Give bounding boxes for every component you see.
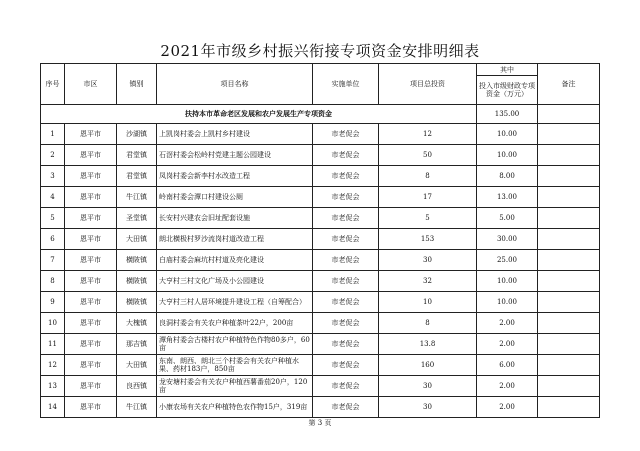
- cell-city: 恩平市: [65, 292, 117, 313]
- page-footer: 第 3 页: [308, 419, 332, 427]
- cell-fund: 10.00: [477, 145, 538, 166]
- cell-city: 恩平市: [65, 187, 117, 208]
- cell-seq: 3: [41, 166, 65, 187]
- section-amount: 135.00: [477, 105, 538, 124]
- header-unit: 实施单位: [313, 64, 379, 105]
- cell-note: [538, 334, 600, 355]
- cell-note: [538, 292, 600, 313]
- cell-note: [538, 187, 600, 208]
- cell-project: 朗北横极村罗沙流岗村道改造工程: [157, 229, 313, 250]
- cell-unit: 市老促会: [313, 376, 379, 397]
- cell-fund: 10.00: [477, 124, 538, 145]
- cell-city: 恩平市: [65, 145, 117, 166]
- header-fund: 投入市级财政专项资金（万元）: [477, 76, 538, 105]
- cell-total: 32: [379, 271, 477, 292]
- cell-fund: 30.00: [477, 229, 538, 250]
- cell-city: 恩平市: [65, 208, 117, 229]
- header-project: 项目名称: [157, 64, 313, 105]
- cell-city: 恩平市: [65, 376, 117, 397]
- cell-unit: 市老促会: [313, 250, 379, 271]
- cell-seq: 7: [41, 250, 65, 271]
- cell-fund: 5.00: [477, 208, 538, 229]
- header-city: 市区: [65, 64, 117, 105]
- cell-fund: 13.00: [477, 187, 538, 208]
- cell-fund: 10.00: [477, 271, 538, 292]
- table-row: [41, 292, 600, 313]
- cell-fund: 25.00: [477, 250, 538, 271]
- cell-fund: 2.00: [477, 313, 538, 334]
- cell-city: 恩平市: [65, 355, 117, 376]
- cell-project: 上凯岗村委会上凯村乡村建设: [157, 124, 313, 145]
- cell-unit: 市老促会: [313, 124, 379, 145]
- cell-seq: 9: [41, 292, 65, 313]
- cell-note: [538, 124, 600, 145]
- table-row: [41, 355, 600, 376]
- cell-total: 160: [379, 355, 477, 376]
- cell-unit: 市老促会: [313, 292, 379, 313]
- table-row: [41, 166, 600, 187]
- cell-unit: 市老促会: [313, 313, 379, 334]
- header-seq: 序号: [41, 64, 65, 105]
- cell-town: 君堂镇: [117, 166, 157, 187]
- cell-unit: 市老促会: [313, 355, 379, 376]
- section-label: 扶持本市革命老区发展和农户发展生产专项资金: [41, 105, 477, 124]
- document-title: 2021年市级乡村振兴衔接专项资金安排明细表: [160, 42, 480, 60]
- fund-table: [40, 63, 600, 418]
- cell-total: 10: [379, 292, 477, 313]
- cell-project: 潭角村委会古楼村农户种植特色作物80多户，60亩: [157, 334, 313, 355]
- cell-town: 沙湖镇: [117, 124, 157, 145]
- cell-note: [538, 250, 600, 271]
- table-row: [41, 376, 600, 397]
- cell-city: 恩平市: [65, 397, 117, 418]
- table-row: [41, 397, 600, 418]
- cell-seq: 11: [41, 334, 65, 355]
- cell-town: 横陂镇: [117, 250, 157, 271]
- cell-project: 大亨村三村人居环境提升建设工程（自筹配合）: [157, 292, 313, 313]
- cell-seq: 4: [41, 187, 65, 208]
- cell-project: 岭南村委会潭口村建设公厕: [157, 187, 313, 208]
- cell-city: 恩平市: [65, 250, 117, 271]
- cell-project: 良洞村委会有关农户种植茶叶22户，200亩: [157, 313, 313, 334]
- cell-note: [538, 271, 600, 292]
- table-row: [41, 187, 600, 208]
- cell-project: 大亨村三村文化广场及小公园建设: [157, 271, 313, 292]
- table-row: [41, 334, 600, 355]
- cell-note: [538, 229, 600, 250]
- cell-total: 17: [379, 187, 477, 208]
- cell-town: 那吉镇: [117, 334, 157, 355]
- table-row: [41, 208, 600, 229]
- cell-note: [538, 145, 600, 166]
- cell-total: 5: [379, 208, 477, 229]
- cell-total: 8: [379, 166, 477, 187]
- header-town: 镇别: [117, 64, 157, 105]
- cell-total: 30: [379, 376, 477, 397]
- cell-project: 东南、朗西、朗北三个村委会有关农户种植水果、药材183户，850亩: [157, 355, 313, 376]
- cell-total: 50: [379, 145, 477, 166]
- cell-fund: 10.00: [477, 292, 538, 313]
- table-row: [41, 229, 600, 250]
- cell-city: 恩平市: [65, 313, 117, 334]
- cell-total: 13.8: [379, 334, 477, 355]
- cell-unit: 市老促会: [313, 397, 379, 418]
- cell-town: 良西镇: [117, 376, 157, 397]
- cell-unit: 市老促会: [313, 166, 379, 187]
- cell-note: [538, 208, 600, 229]
- cell-fund: 2.00: [477, 334, 538, 355]
- cell-town: 大槐镇: [117, 313, 157, 334]
- cell-project: 小康农场有关农户种植特色农作物15户，319亩: [157, 397, 313, 418]
- cell-note: [538, 376, 600, 397]
- cell-unit: 市老促会: [313, 271, 379, 292]
- cell-total: 30: [379, 250, 477, 271]
- cell-town: 圣堂镇: [117, 208, 157, 229]
- table-row: [41, 250, 600, 271]
- cell-seq: 1: [41, 124, 65, 145]
- cell-fund: 2.00: [477, 376, 538, 397]
- cell-project: 石滘村委会松岭村党建主题公园建设: [157, 145, 313, 166]
- cell-seq: 10: [41, 313, 65, 334]
- cell-project: 白庙村委会麻坑村村道及亮化建设: [157, 250, 313, 271]
- cell-town: 大田镇: [117, 229, 157, 250]
- cell-unit: 市老促会: [313, 187, 379, 208]
- table-row: [41, 145, 600, 166]
- header-among: 其中: [477, 64, 538, 76]
- cell-unit: 市老促会: [313, 208, 379, 229]
- cell-town: 横陂镇: [117, 292, 157, 313]
- cell-total: 12: [379, 124, 477, 145]
- cell-town: 横陂镇: [117, 271, 157, 292]
- cell-project: 龙安塘村委会有关农户种植西薯番茄20户，120亩: [157, 376, 313, 397]
- cell-seq: 13: [41, 376, 65, 397]
- cell-note: [538, 397, 600, 418]
- cell-seq: 2: [41, 145, 65, 166]
- cell-town: 牛江镇: [117, 187, 157, 208]
- cell-seq: 6: [41, 229, 65, 250]
- cell-city: 恩平市: [65, 334, 117, 355]
- cell-note: [538, 166, 600, 187]
- table-row: [41, 124, 600, 145]
- cell-town: 牛江镇: [117, 397, 157, 418]
- cell-town: 大田镇: [117, 355, 157, 376]
- cell-seq: 5: [41, 208, 65, 229]
- cell-project: 凤岗村委会新李村水改造工程: [157, 166, 313, 187]
- table-row: [41, 313, 600, 334]
- cell-note: [538, 313, 600, 334]
- cell-seq: 8: [41, 271, 65, 292]
- cell-unit: 市老促会: [313, 334, 379, 355]
- cell-total: 30: [379, 397, 477, 418]
- cell-city: 恩平市: [65, 271, 117, 292]
- section-note: [538, 105, 600, 124]
- table-row: [41, 271, 600, 292]
- header-note: 备注: [538, 64, 600, 105]
- cell-unit: 市老促会: [313, 145, 379, 166]
- cell-fund: 8.00: [477, 166, 538, 187]
- cell-city: 恩平市: [65, 229, 117, 250]
- cell-note: [538, 355, 600, 376]
- cell-seq: 12: [41, 355, 65, 376]
- cell-unit: 市老促会: [313, 229, 379, 250]
- cell-fund: 2.00: [477, 397, 538, 418]
- cell-total: 153: [379, 229, 477, 250]
- cell-seq: 14: [41, 397, 65, 418]
- cell-project: 长安村兴建农会旧址配套设施: [157, 208, 313, 229]
- header-total: 项目总投资: [379, 64, 477, 105]
- cell-city: 恩平市: [65, 166, 117, 187]
- cell-fund: 6.00: [477, 355, 538, 376]
- cell-city: 恩平市: [65, 124, 117, 145]
- cell-total: 8: [379, 313, 477, 334]
- cell-town: 君堂镇: [117, 145, 157, 166]
